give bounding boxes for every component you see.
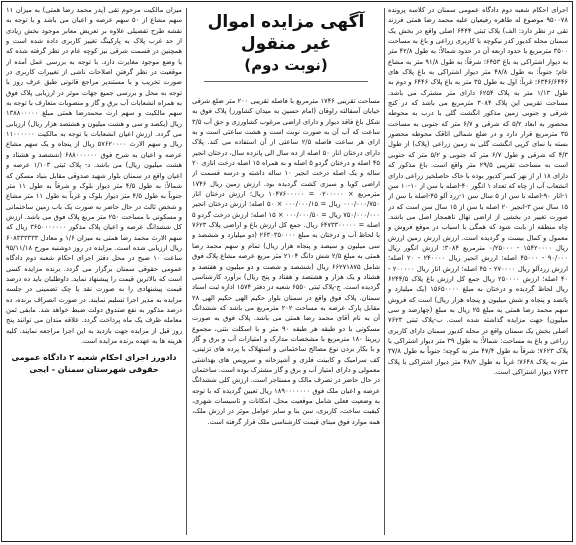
notice-body-text: میزان مالکیت مرحوم تقی (پدر محمد رضا همتی) به میزان ۱۱ سهم مشاع از ۵۰ سهم عرصه و اعیان می باشد و با توجه به نقشه طرح تفصیلی علاوه بر تعریض معابر موجود بخش زیادی از حد غرب پلاک به پارکینگ تغییر کاربری داده شده است و همچنین در قسمت شرقی نیز کوچه عام در نظر گرفته شده که با وضع موجود مغایرت دارد. با توجه به بررسی عمل آمده از موقعیت در نظر گرفتن اصلاحات ناشی از تغییرات کاربری در صورت تخریب و با مستندیر مراجع قانونی طبق عرف روز با توجه به محل و بررسی جمیع جهات موثر در ارزیابی پلاک فوق به همراه انشعابات آب برق و گاز و منصوبات متعارف با توجه به سهم مالکیت و سهم ارث محمدرضا همتی مبلغ ۱۳۸۸۰۰۰۰۰ ریال (یکصد و سی و هشت میلیون و هشتصد هزار ریال) ارزیابی می گردد. ارزش اعیان انشعابات با توجه به مالکیت ۱۱۰۰۰۰۰۰ ریال و سهم الارث ۵۷۶۲۰۰۰۰ ریال از پنجاه و یک سهم مشاع عرصه و اعیان به شرح فوق ۶۸۸۰۰۰۰۰۰ (ششصد و هشتاد و هشت میلیون ریال) می باشد. د- پلاک ثبتی ۱/۱۰۳ عرصه و اعیان واقع در سمنان بلوار شهید صدوقی مقابل بنیاد مسکن که شمالاً: به طول ۴/۵ متر دیوار بلوک و شرقاً به طول ۱۱ متر جنوباً به طول ۴/۵ متر دیوار بلوک و غرباً به طول ۱۱ متر مشاع و شخص ثالث در حال حاضر به صورت یک باب زمین ساختمانی و مسکونی با مساحت ۲۵۰ متر مربع پلاک فوق می باشد. ارزش کل ششدانگ عرصه و اعیان پلاک مذکور ۳۶۵۰۰۰۰۰۰۰ ریال که سهم الارث محمد رضا همتی به میزان ۱/۶ و معادل ۶۰۸۳۳۳۳۳۳ ریال ارزیابی شده است. مزایده در روز دوشنبه مورخ ۹۵/۱۱/۱۸ ساعت ۱۰ صبح در محل دفتر اجرای احکام شعبه دوم دادگاه عمومی حقوقی سمنان برگزار می گردد. برنده مزایده کسی است که بالاترین قیمت را پیشنهاد نماید. داوطلبان باید ده درصد قیمت پیشنهادی را به صورت نقد یا چک تضمینی در جلسه مزایده به مدیر اجرا تسلیم نمایند. در صورت انصراف برنده، ده درصد مذکور به نفع صندوق دولت ضبط خواهد شد. مابقی ثمن معامله ظرف یک ماه پرداخت گردد. علاقه مندان می توانند پنج روز قبل از مزایده جهت بازدید به این اجرا مراجعه نمایند. کلیه هزینه ها به عهده برنده مزایده است. — [6, 6, 182, 345]
notice-signature: دادورز اجرای احکام شعبه ۲ دادگاه عمومی حقوقی شهرستان سمنان - ایجی — [11, 353, 177, 375]
notice-column-right — [388, 5, 568, 538]
heading-divider — [204, 81, 368, 82]
notice-title: آگهی مزایده اموال غیر منقول — [207, 12, 365, 54]
column-divider — [186, 8, 187, 535]
notice-subtitle: (نوبت دوم) — [244, 56, 328, 74]
column-divider — [384, 8, 385, 535]
notice-body-text: اجرای احکام شعبه دوم دادگاه عمومی سمنان در کلاسه پرونده ۹۵۰۰۷۸ موضوع له طاهره رفیعیان علیه محمد رضا همتی فرزند تقی در نظر دارد: الف) پلاک ثبتی ۶۴۴۴ اصلی واقع در بخش یک سمنان محله کدیور کدر نیکوچه با کاربری زراعی و باغ به مساحت ۳۵۰۰ مترمربع با حدود اربعه آن در حدود شمالاً: به طول ۴۲/۸ متر به دیوار اشتراکی به باغ ۶۴۵۳؛ شرقاً: به طول ۹۱/۸ متر به مشاع عام؛ جنوباً: به طول ۴۸/۸ متر دیوار اشتراکی به باغ پلاک های ۶۳۴۶/۶۴۴۶؛ غرباً: اول به طول ۳۵ متر به باغ پلاک ۶۴۴۶ و دوم به طول ۱/۱۳ متر به پلاک ۶۲۵۴ دارای متر مشترک می باشد. مساحت تقریبی این پلاک ۳۰۸۴ مترمربع می باشد که در کنج شرقی و جنوبی زمین مذکور انگشت گلی با درب به محوطه محصور به ابعاد ۵/۲ که شرقی و ۶/۷ متر که جنوبی به مساحت ۳۵ مترمربع قرار دارد و در ضلع شمالی اتاقک محوطه محصور بسته با نمای کرپی انگشت گلی به زمین زراعی (پلاک) از طول ۴/۳ که شرقی و طول ۶/۷ متر که جنوبی و ۵/۲ متر که جنوبی است به مساحت تقریبی ۲۹/۵ متر واقع است. باغ مذکور که دارای ۱۸ ار از نهر کسر کدیور بوده با خاک حاصلخیز زراعی دارای انشعاب آب از چاه که تعداد ۱ انگور ۴۰-اصله با سن از ۱۰-۱۰ سن ۱-انار ۹۰-اصله با سن از ۵ سال سن ۱-زرد آلو ۴۵-اصله با سن از ۱۵ سال سن ۳-انجیر ۲۰ اصله با سن از ۱۵ سال سن است که در صورت تغییر در بخشی از اراضی نهال ناهمجار اصل می باشد. چاه منطقه از بابت شود که همگی با اسباب در موقع فروش و معمول و کمال بیست و گردیده است. ارزش ارزش زمین ارزش ریال ۱۵۴۲۰۰۰۰ - ۰/۲۵۰۰۰ مترمربع ۳۰۸۴؛ ارزش انگور ریال ۹۰/۰۰۰ - ۴۵۰۰۰ اصله؛ ارزش انجیر ریال ۲۴۰۰۰۰ - ۲۰ اصله؛ ارزش زردآلو ریال ۲۷۰۰۰۰ - ۴۵ اصله؛ ارزش انار ریال ۲۰۰۰۰۰ - ۴۰ اصله؛ ارزش ۲۵۰۰۰۰ ریال جمع کل ارزش باغ پلاک ۶۲۴۴/۵ ریال لحاظ گردیده و درختان به مبلغ ۱۵۶۵۰۰۰۰ (یک میلیارد و پانصد و پنجاه و شش میلیون و پنجاه هزار ریال) است که فروش سهم محمد رضا همتی به مبلغ ۲۵ ریال به مبلغ (چهارصد و سی میلیون) جهت مزایده گذاشته شده است. ب-پلاک ثبتی ۷۶۲۳ اصلی بخش یک سمنان واقع در محله کدیور سمنان دارای کاربری زراعی و باغ به مساحت: شمالاً: به طول ۳۹ متر دیوار اشتراکی با پلاک ۷۶۲۳؛ شرقاً به طول ۴۷/۴ متر به کوچه؛ جنوباً به طول ۳۷/۸ متر به پلاک ۷۶۴۸؛ غرباً به طول ۴۸/۲ متر دیوار اشتراکی با پلاک ۷۶۳۳ دیوار اشتراکی است. — [388, 6, 568, 377]
notice-heading — [192, 11, 380, 82]
notice-column-left — [6, 5, 182, 538]
notice-column-middle — [192, 5, 380, 538]
notice-body-text: مساحت تقریبی ۱۷۴۶ مترمربع با فاصله تقریبی ۲۰۰ متر ضلع شرقی خیابان آسفالته راوقان (امام حسین به میدان کشاورز) پلاک فوق به شکل باغ فاقد دیوار و دارای اراضی مرغوب کشاورزی و حق آب ۳/۵ ساعت که آب آن به صورت نوبت است و هشت ساعتی است و به ازای هر ساعت فاصله ۲/۵ ساعتی از آن استفاده می کند. پلاک دارای درختان انار ۵۰ اصله از ده سال الی پانزده سال، درختان انجیر ۴۵ اصله و درختان گردو ۵ اصله و به همراه ۱۵ اصله درخت اناری ۲۰ ساله و یک اصله درخت انجیر ۱۰ ساله داشته و درسه قسمت از اراضی کویا و سبزی کشت گردیده بود. ارزش زمین ریال ۱۷۴۶ مترمربع × ۰۲۰۰۰۰۰ = ۱۰۴۷۶۰۰۰۰۰ ریال؛ ارزش درختان انار ۰۰۰/۰۰۰/۷۵۰ ریال = ۰۰۰/۰۰۰/۱۵ × ۵۰ اصله؛ ارزش درختان انجیر ۷۵۰/۰۰۰/۰۰۰ ریال = ۰۰۰/۰۰۰/۵۰ × ۱۵ اصله؛ ارزش درخت گردو ۵ اصله = ۶۴۷۳۳۰۰۰۰۰ ریال. جمع کل ارزش باغ و اراضی پلاک ۷۶۲۳ با لحاظ آب و درختان به مبلغ ۲۶۳۰۳۵۰۰۰۰ (دو میلیارد و ششصد و سی میلیون و سیصد و پنجاه هزار ریال) تمام و سهم محمد رضا همتی به مبلغ ۲/۵ شش دانگ ۲۱۰۴ متر مربع عرصه مشاع پلاک فوق شامل ۶۶۲۷۱۸۷۵ ریال (ششصد و شصت و دو میلیون و هفتصد و هشتاد و یک هزار و هشتصد و هفتاد و پنج ریال) برآورد کارشناسی گردیده است. ج-پلاک ثبتی ۶۵۵۰ شعبه در دفتر ۱۵۷۴ اداره ثبت اسناد سمنان. پلاک فوق واقع در سمنان بلوار حکیم الهی حکیم الهی ۲۸ مقابل پارک عرصه به مساحت ۲۰۲ مترمربع می باشد که ششدانگ آن به نام آقای محمد رضا همتی می باشد. پلاک فوق به صورت مسکونی با دو طبقه هر طبقه ۹۰ متر و با اسکلت بتنی، مجموع زیربنا ۱۸۰ مترمربع با مشخصات مدارک و امتیازات آب و برق و گاز و با بکار بردن نوع مصالح ساختمانی و استهلاک با پرده های تزئینی، کف سرامیک و کابینت فلزی و آشپزخانه و سرویس های بهداشتی معمولی و دارای امتیاز آب و برق و گاز مشترک بوده است. ساختمان در حال حاضر در تصرف مالک و مستاجر است. ارزش کلی ششدانگ عرصه و اعیان ملک فوق ۱۸۹۰۰۰۰۰۰۰ ریال تعیین گردیده که با توجه به وضعیت فعلی شامل موقعیت محل، امکانات و تاسیسات شهری، کیفیت ساخت، کاربری، سن بنا و سایر عوامل موثر در ارزش ملک، همه موارد فوق مبنای قیمت کارشناسی ملک قرار گرفته است. — [192, 97, 380, 426]
auction-notice — [1, 1, 573, 542]
